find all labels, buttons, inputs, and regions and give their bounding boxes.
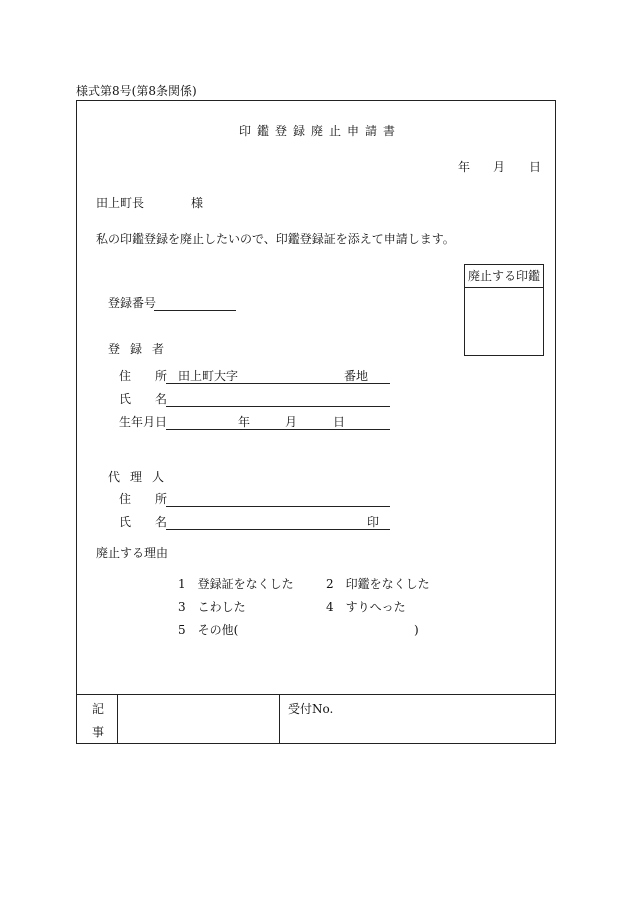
- registrant-address-label-2: 所: [155, 369, 168, 383]
- registration-number-label: 登録番号: [108, 296, 157, 310]
- application-statement: 私の印鑑登録を廃止したいので、印鑑登録証を添えて申請します。: [96, 232, 455, 246]
- reason-option-number: 4: [326, 600, 334, 614]
- receipt-number-label: 受付No.: [288, 702, 334, 716]
- registrant-heading: 登録者: [108, 342, 175, 356]
- agent-name-label-1: 氏: [119, 515, 132, 529]
- registrant-address-prefix: 田上町大字: [178, 369, 239, 383]
- note-label-2: 事: [92, 725, 105, 739]
- registrant-dob-year: 年: [238, 415, 251, 429]
- agent-name-label-2: 名: [155, 515, 168, 529]
- form-title: 印鑑登録廃止申請書: [239, 124, 402, 138]
- agent-name-field[interactable]: [166, 515, 390, 530]
- reason-option-label: 登録証をなくした: [197, 577, 294, 591]
- registrant-dob-month: 月: [285, 415, 298, 429]
- registrant-dob-field[interactable]: [166, 415, 390, 430]
- agent-seal-mark: 印: [367, 515, 380, 529]
- agent-address-label-2: 所: [155, 492, 168, 506]
- registrant-name-label-1: 氏: [119, 392, 132, 406]
- reason-option-label: すりへった: [345, 600, 406, 614]
- date-day-field[interactable]: 日: [529, 160, 542, 174]
- receipt-number-field[interactable]: [280, 695, 555, 743]
- reason-option-other[interactable]: [178, 623, 238, 637]
- reason-option-number: 2: [326, 577, 334, 591]
- note-field[interactable]: [118, 695, 278, 743]
- reason-heading: 廃止する理由: [96, 546, 169, 560]
- reason-option-label: 印鑑をなくした: [345, 577, 430, 591]
- reason-option[interactable]: [178, 577, 294, 591]
- reason-option-number: 5: [178, 623, 186, 637]
- reason-option[interactable]: [178, 600, 246, 614]
- addressee-honorific: 様: [191, 196, 204, 210]
- registrant-address-suffix: 番地: [344, 369, 369, 383]
- reason-option-number: 3: [178, 600, 186, 614]
- registrant-name-field[interactable]: [166, 392, 390, 407]
- agent-heading: 代理人: [108, 470, 175, 484]
- abolished-seal-box[interactable]: [464, 264, 544, 356]
- reason-option[interactable]: [326, 600, 406, 614]
- date-month-field[interactable]: 月: [493, 160, 506, 174]
- seal-box-title: 廃止する印鑑: [465, 265, 543, 288]
- note-label-1: 記: [92, 702, 105, 716]
- registrant-name-label-2: 名: [155, 392, 168, 406]
- reason-option-number: 1: [178, 577, 186, 591]
- registrant-dob-day: 日: [333, 415, 346, 429]
- reason-option[interactable]: [326, 577, 430, 591]
- registrant-dob-label: 生年月日: [119, 415, 168, 429]
- reason-option-label: こわした: [197, 600, 246, 614]
- reason-option-label: その他(: [197, 623, 239, 637]
- registrant-address-label-1: 住: [119, 369, 132, 383]
- form-label: 様式第8号(第8条関係): [76, 84, 197, 98]
- registrant-address-field[interactable]: [166, 369, 390, 384]
- agent-address-label-1: 住: [119, 492, 132, 506]
- date-year-field[interactable]: 年: [458, 160, 471, 174]
- registration-number-field[interactable]: [154, 296, 236, 311]
- agent-address-field[interactable]: [166, 492, 390, 507]
- addressee-name: 田上町長: [96, 196, 145, 210]
- reason-other-close: ): [414, 623, 419, 637]
